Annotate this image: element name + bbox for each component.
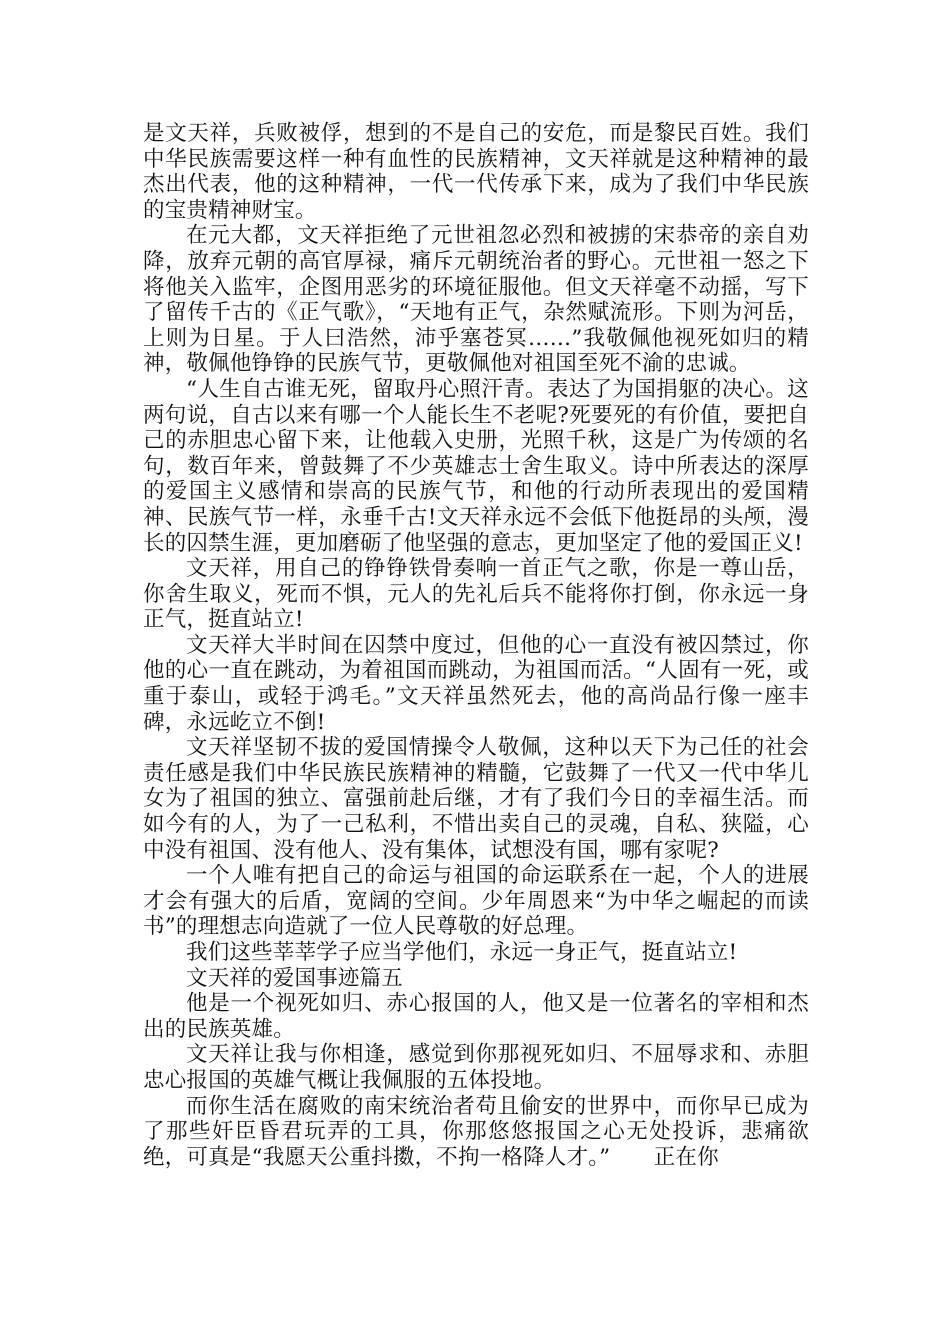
paragraph-7: 一个人唯有把自己的命运与祖国的命运联系在一起，个人的进展才会有强大的后盾，宽阔的空间。少年周恩来“为中华之崛起的而读书”的理想志向造就了一位人民尊敬的好总理。: [143, 863, 809, 940]
paragraph-2: 在元大都，文天祥拒绝了元世祖忽必烈和被掳的宋恭帝的亲自劝降，放弃元朝的高官厚禄，痛斥元朝统治者的野心。元世祖一怒之下将他关入监牢，企图用恶劣的环境征服他。但文天祥毫不动摇，写下了留传千古的《正气歌》，“天地有正气，杂然赋流形。下则为河岳，上则为日星。于人曰浩然，沛乎塞苍冥……”我敬佩他视死如归的精神，敬佩他铮铮的民族气节，更敬佩他对祖国至死不渝的忠诚。: [143, 223, 809, 377]
paragraph-1: 是文天祥，兵败被俘，想到的不是自己的安危，而是黎民百姓。我们中华民族需要这样一种有血性的民族精神，文天祥就是这种精神的最杰出代表，他的这种精神，一代一代传承下来，成为了我们中华民族的宝贵精神财宝。: [143, 121, 809, 223]
section-heading: 文天祥的爱国事迹篇五: [186, 965, 404, 991]
paragraph-11: 而你生活在腐败的南宋统治者苟且偷安的世界中，而你早已成为了那些奸臣昏君玩弄的工具，你那悠悠报国之心无处投诉，悲痛欲绝，可真是“我愿天公重抖擞，不拘一格降人才。” 正在你: [143, 1093, 809, 1170]
paragraph-5: 文天祥大半时间在囚禁中度过，但他的心一直没有被囚禁过，你他的心一直在跳动，为着祖国而跳动，为祖国而活。“人固有一死，或重于泰山，或轻于鸿毛。”文天祥虽然死去，他的高尚品行像一座丰碑，永远屹立不倒!: [143, 632, 809, 735]
document-body: [143, 121, 809, 1170]
paragraph-10: 文天祥让我与你相逢，感觉到你那视死如归、不屈辱求和、赤胆忠心报国的英雄气概让我佩服的五体投地。: [143, 1042, 809, 1093]
paragraph-8: 我们这些莘莘学子应当学他们，永远一身正气，挺直站立!: [186, 940, 738, 965]
paragraph-9: 他是一个视死如归、赤心报国的人，他又是一位著名的宰相和杰出的民族英雄。: [143, 991, 809, 1042]
paragraph-3: “人生自古谁无死，留取丹心照汗青。表达了为国捐躯的决心。这两句说，自古以来有哪一个人能长生不老呢?死要死的有价值，要把自己的赤胆忠心留下来，让他载入史册，光照千秋，这是广为传颂的名句，数百年来，曾鼓舞了不少英雄志士舍生取义。诗中所表达的深厚的爱国主义感情和崇高的民族气节，和他的行动所表现出的爱国精神、民族气节一样，永垂千古!文天祥永远不会低下他挺昂的头颅，漫长的囚禁生涯，更加磨砺了他坚强的意志，更加坚定了他的爱国正义!: [143, 376, 809, 556]
paragraph-4: 文天祥，用自己的铮铮铁骨奏响一首正气之歌，你是一尊山岳，你舍生取义，死而不惧，元人的先礼后兵不能将你打倒，你永远一身正气，挺直站立!: [143, 556, 809, 633]
paragraph-6: 文天祥坚韧不拔的爱国情操令人敬佩，这种以天下为己任的社会责任感是我们中华民族民族精神的精髓，它鼓舞了一代又一代中华儿女为了祖国的独立、富强前赴后继，才有了我们今日的幸福生活。而如今有的人，为了一己私利，不惜出卖自己的灵魂，自私、狭隘，心中没有祖国、没有他人、没有集体，试想没有国，哪有家呢?: [143, 735, 809, 863]
